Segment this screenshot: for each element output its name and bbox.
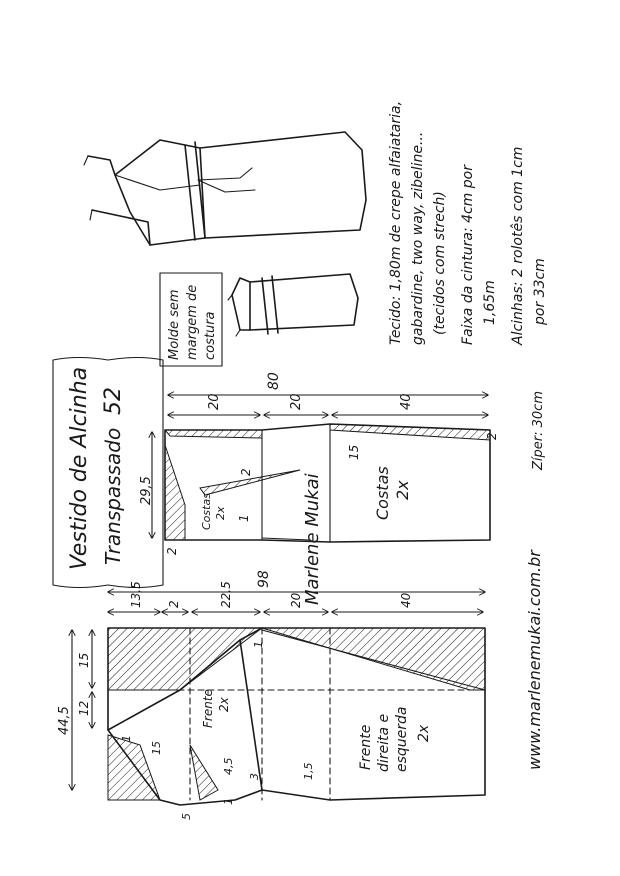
materials-alcinhas-b: por 33cm bbox=[532, 258, 548, 325]
front-mark-1b: 1 bbox=[222, 798, 235, 805]
front-seg-2: 2 bbox=[167, 600, 181, 608]
back-dart-label: 2 bbox=[239, 468, 253, 476]
front-total-width: 98 bbox=[256, 570, 272, 588]
front-piece-qty: 2x bbox=[416, 724, 432, 742]
front-seg-20: 20 bbox=[289, 592, 303, 608]
back-dart-label-b: 1 bbox=[237, 514, 251, 522]
materials-faixa-b: 1,65m bbox=[482, 280, 498, 325]
front-piece-label-c: esquerda bbox=[394, 706, 410, 772]
back-mark-15: 15 bbox=[347, 444, 361, 460]
materials-tecido-b: gabardine, two way, zibeline... bbox=[410, 131, 426, 345]
back-piece-qty: 2x bbox=[393, 480, 412, 500]
materials-alcinhas-a: Alcinhas: 2 rolotês com 1cm bbox=[510, 146, 526, 345]
front-mark-15b: 1,5 bbox=[302, 762, 315, 780]
front-mark-3: 3 bbox=[248, 773, 261, 780]
signature: Marlene Mukai bbox=[302, 473, 323, 605]
front-seg-40: 40 bbox=[399, 592, 413, 608]
note-line-3: costura bbox=[203, 311, 218, 360]
materials-tecido-a: Tecido: 1,80m de crepe alfaiataria, bbox=[388, 100, 404, 345]
back-small-qty: 2x bbox=[214, 506, 227, 520]
note-line-2: margem de bbox=[185, 284, 200, 360]
back-edge-2b: 2 bbox=[485, 432, 499, 440]
title-line-2: Transpassado bbox=[101, 427, 125, 565]
back-edge-2a: 2 bbox=[165, 547, 179, 555]
front-seg-225: 22,5 bbox=[219, 581, 233, 608]
front-mark-12: 1 bbox=[252, 641, 265, 648]
back-seg-20b: 20 bbox=[289, 393, 304, 410]
front-small-label: Frente bbox=[201, 689, 215, 728]
front-mark-15: 15 bbox=[150, 741, 163, 755]
title-line-1: Vestido de Alcinha bbox=[67, 366, 92, 570]
front-mark-5: 5 bbox=[180, 813, 193, 820]
zipper-note: Zíper: 30cm bbox=[531, 391, 546, 470]
back-seg-20a: 20 bbox=[207, 393, 222, 410]
front-mid: 12 bbox=[77, 700, 91, 716]
back-seg-40: 40 bbox=[399, 393, 414, 410]
back-total-width: 80 bbox=[266, 372, 282, 390]
back-small-label: Costas bbox=[200, 493, 213, 530]
front-upper: 15 bbox=[77, 652, 91, 668]
note-line-1: Molde sem bbox=[167, 289, 182, 360]
materials-tecido-c: (tecidos com strech) bbox=[432, 191, 448, 335]
front-mark-45: 4,5 bbox=[222, 757, 235, 775]
back-height: 29,5 bbox=[139, 476, 154, 505]
front-height: 44,5 bbox=[57, 706, 72, 735]
materials-faixa-a: Faixa da cintura: 4cm por bbox=[460, 165, 476, 345]
back-piece-label: Costas bbox=[373, 466, 392, 520]
title-size: 52 bbox=[101, 387, 126, 415]
front-piece-label-a: Frente bbox=[358, 724, 374, 770]
front-seg-135: 13,5 bbox=[129, 581, 143, 608]
front-small-qty: 2x bbox=[217, 697, 231, 712]
front-mark-1a: 1 bbox=[120, 735, 133, 742]
front-piece-label-b: direita e bbox=[376, 713, 392, 772]
website-url: www.marlenemukai.com.br bbox=[525, 550, 544, 770]
